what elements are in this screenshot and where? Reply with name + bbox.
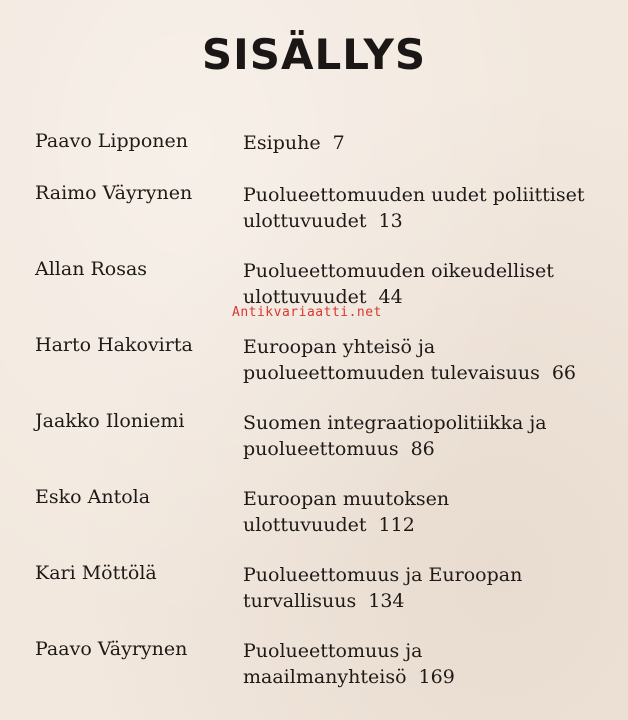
toc-entry: [243, 562, 613, 614]
toc-title-line: [243, 360, 613, 386]
toc-title-line: [243, 664, 613, 690]
toc-title-text: maailmanyhteisö: [243, 666, 407, 688]
toc-author: Kari Möttölä: [35, 562, 157, 584]
toc-author: Paavo Lipponen: [35, 130, 188, 152]
toc-title-line: Puolueettomuuden oikeudelliset: [243, 260, 554, 282]
toc-author: Esko Antola: [35, 486, 151, 508]
toc-title-text: ulottuvuudet: [243, 514, 367, 536]
toc-title-text: turvallisuus: [243, 590, 357, 612]
toc-page-number: 13: [378, 210, 403, 232]
toc-title-line: [243, 130, 613, 156]
toc-title-line: Puolueettomuuden uudet poliittiset: [243, 184, 585, 206]
toc-title-text: Esipuhe: [243, 132, 321, 154]
toc-title-text: puolueettomuus: [243, 438, 399, 460]
toc-title-text: ulottuvuudet: [243, 210, 367, 232]
toc-title-text: ulottuvuudet: [243, 286, 367, 308]
toc-entry: [243, 486, 613, 538]
toc-page-number: 169: [418, 666, 455, 688]
page-title: SISÄLLYS: [201, 30, 427, 79]
toc-entry: [243, 258, 613, 310]
toc-entry: [243, 410, 613, 462]
toc-entry: [243, 638, 613, 690]
toc-entry: [243, 130, 613, 156]
toc-page-number: 66: [551, 362, 577, 384]
toc-title-line: [243, 512, 613, 538]
toc-title-line: [243, 588, 613, 614]
toc-page-number: 134: [368, 590, 405, 612]
toc-page-number: 7: [332, 132, 345, 154]
toc-title-line: Puolueettomuus ja: [243, 640, 423, 662]
toc-title-line: Euroopan yhteisö ja: [243, 336, 436, 358]
toc-title-line: [243, 208, 613, 234]
toc-title-line: Euroopan muutoksen: [243, 488, 450, 510]
watermark-text: Antikvariaatti.net: [232, 305, 382, 320]
toc-entry: [243, 334, 613, 386]
toc-title-line: Suomen integraatiopolitiikka ja: [243, 412, 547, 434]
toc-title-line: Puolueettomuus ja Euroopan: [243, 564, 523, 586]
toc-author: Paavo Väyrynen: [35, 638, 188, 660]
toc-title-line: [243, 436, 613, 462]
toc-page-number: 112: [378, 514, 415, 536]
toc-author: Raimo Väyrynen: [35, 182, 193, 204]
toc-author: Harto Hakovirta: [35, 334, 193, 356]
toc-page-number: 86: [410, 438, 435, 460]
toc-page-number: 44: [378, 286, 403, 308]
toc-author: Allan Rosas: [35, 258, 148, 280]
toc-title-text: puolueettomuuden tulevaisuus: [243, 362, 540, 384]
toc-author: Jaakko Iloniemi: [35, 410, 185, 432]
toc-entry: [243, 182, 613, 234]
